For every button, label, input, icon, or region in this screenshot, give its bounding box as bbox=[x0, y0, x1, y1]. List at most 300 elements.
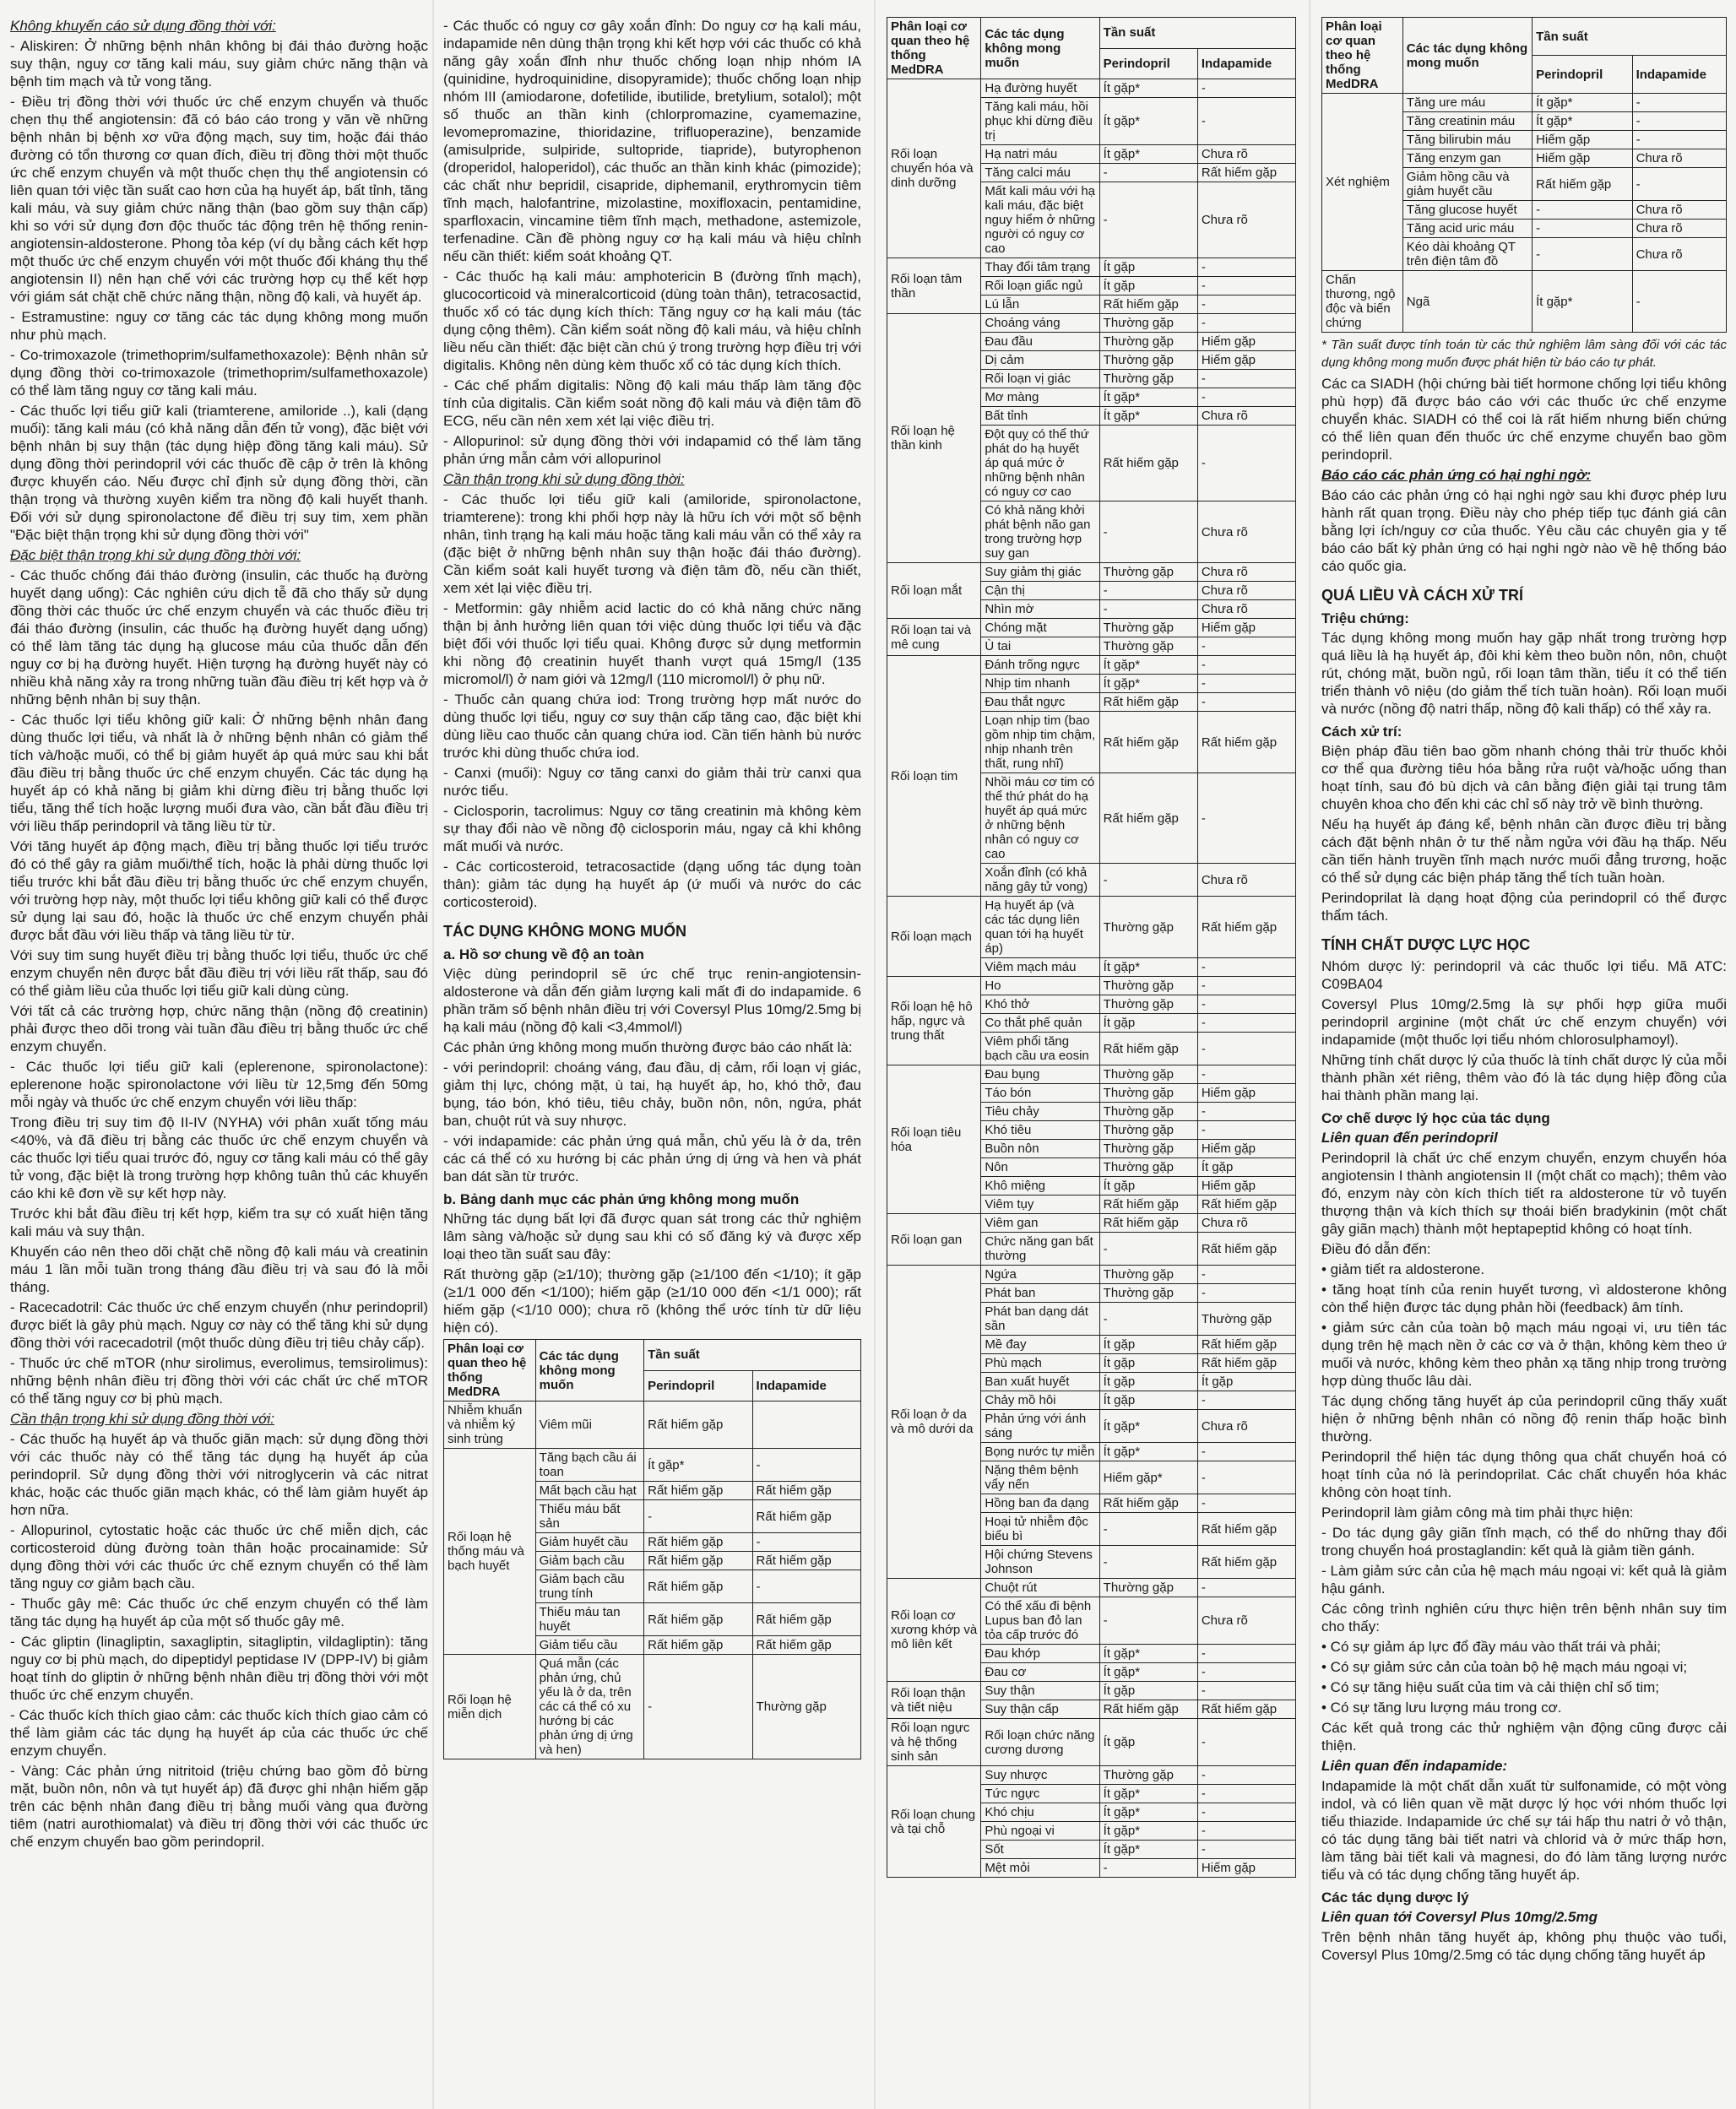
paragraph: Các ca SIADH (hội chứng bài tiết hormone chống lợi tiểu không phù hợp) đã được báo cáo với các thuốc ức chế enzyme chuyển khác. SIADH có thể coi là rất hiếm nhưng biến chứng có thể liên quan đến thuốc ức chế enzyme chuyển bao gồm perindopril. bbox=[1321, 376, 1727, 463]
table-row bbox=[444, 1401, 861, 1449]
indapamide-cell: Hiếm gặp bbox=[1197, 333, 1295, 351]
indapamide-cell: - bbox=[1197, 1822, 1295, 1841]
perindopril-cell: Thường gặp bbox=[1099, 1266, 1197, 1284]
col-header-class: Phân loại cơ quan theo hệ thống MedDRA bbox=[444, 1340, 536, 1401]
column-3 bbox=[887, 17, 1296, 2102]
indapamide-cell: - bbox=[1632, 271, 1726, 333]
indapamide-cell: Hiếm gặp bbox=[1197, 1859, 1295, 1878]
indapamide-cell: Rất hiếm gặp bbox=[1197, 1195, 1295, 1214]
perindopril-cell: - bbox=[1099, 1546, 1197, 1579]
indapamide-cell: Rất hiếm gặp bbox=[752, 1482, 860, 1500]
effect-cell: Mất bạch cầu hạt bbox=[535, 1482, 643, 1500]
effect-cell: Chuột rút bbox=[981, 1579, 1099, 1597]
paragraph: Điều đó dẫn đến: bbox=[1321, 1241, 1431, 1257]
organ-class-cell: Xét nghiệm bbox=[1322, 94, 1403, 271]
paragraph: Báo cáo các phản ứng có hại nghi ngờ sau khi được phép lưu hành rất quan trọng. Điều này cho phép tiếp tục đánh giá cân bằng lợi ích/nguy cơ của thuốc. Yêu cầu các chuyên gia y tế báo cáo bất kỳ phản ứng có hại nghi ngờ nào về hệ thống báo cáo quốc gia. bbox=[1321, 487, 1727, 574]
perindopril-cell: Ít gặp* bbox=[1099, 1803, 1197, 1822]
effect-cell: Choáng váng bbox=[981, 314, 1099, 333]
effect-cell: Phù mạch bbox=[981, 1354, 1099, 1373]
organ-class-cell: Rối loạn tâm thần bbox=[887, 258, 981, 314]
perindopril-cell: Ít gặp* bbox=[1099, 1443, 1197, 1461]
perindopril-cell: Rất hiếm gặp bbox=[644, 1570, 752, 1603]
perindopril-cell: Ít gặp* bbox=[1099, 1645, 1197, 1663]
section-title: QUÁ LIỀU VÀ CÁCH XỬ TRÍ bbox=[1321, 587, 1523, 604]
perindopril-cell: Rất hiếm gặp bbox=[644, 1533, 752, 1552]
perindopril-cell: Rất hiếm gặp bbox=[644, 1401, 752, 1449]
indapamide-cell: - bbox=[1197, 1494, 1295, 1513]
indapamide-cell: Chưa rõ bbox=[1197, 1410, 1295, 1443]
effect-cell: Suy nhược bbox=[981, 1766, 1099, 1785]
indapamide-cell: - bbox=[1197, 1014, 1295, 1033]
paragraph: Trên bệnh nhân tăng huyết áp, không phụ thuộc vào tuổi, Coversyl Plus 10mg/2.5mg có tác dụng chống tăng huyết áp bbox=[1321, 1929, 1727, 1963]
indapamide-cell: - bbox=[1197, 995, 1295, 1014]
indapamide-cell: Chưa rõ bbox=[1197, 501, 1295, 563]
effect-cell: Tăng bilirubin máu bbox=[1402, 131, 1532, 149]
indapamide-cell: Hiếm gặp bbox=[1197, 619, 1295, 637]
perindopril-cell: Ít gặp bbox=[1099, 258, 1197, 277]
perindopril-cell: Rất hiếm gặp bbox=[644, 1482, 752, 1500]
paragraph: Trước khi bắt đầu điều trị kết hợp, kiểm tra sự có xuất hiện tăng kali máu và suy thận. bbox=[10, 1206, 428, 1239]
organ-class-cell: Chấn thương, ngộ độc và biến chứng bbox=[1322, 271, 1403, 333]
table-row bbox=[887, 1682, 1296, 1700]
indapamide-cell: Chưa rõ bbox=[1197, 864, 1295, 897]
effect-cell: Hội chứng Stevens Johnson bbox=[981, 1546, 1099, 1579]
paragraph: Với suy tim sung huyết điều trị bằng thuốc lợi tiểu, thuốc ức chế enzym chuyển nên được bắt đầu điều trị với liều rất thấp, sau đó có thể giảm liều của thuốc lợi tiểu giữ kali dùng cùng. bbox=[10, 947, 428, 999]
indapamide-cell: - bbox=[1197, 1391, 1295, 1410]
section-heading: Không khuyến cáo sử dụng đồng thời với: bbox=[10, 18, 276, 34]
effect-cell: Chóng mặt bbox=[981, 619, 1099, 637]
section-heading: Đặc biệt thận trọng khi sử dụng đồng thời với: bbox=[10, 547, 301, 563]
effect-cell: Tăng acid uric máu bbox=[1402, 220, 1532, 238]
paragraph: - Racecadotril: Các thuốc ức chế enzym chuyển (như perindopril) được biết là gây phù mạch. Nguy cơ này có thể tăng khi sử dụng đồng thời với racecadotril (một thuốc dùng điều trị tiêu chảy cấp). bbox=[10, 1299, 428, 1351]
paragraph: - Allopurinol: sử dụng đồng thời với indapamid có thể làm tăng phản ứng mẫn cảm với allopurinol bbox=[443, 433, 861, 467]
effect-cell: Táo bón bbox=[981, 1084, 1099, 1103]
effect-cell: Khó thở bbox=[981, 995, 1099, 1014]
perindopril-cell: Rất hiếm gặp bbox=[644, 1552, 752, 1570]
perindopril-cell: - bbox=[644, 1655, 752, 1759]
perindopril-cell: Rất hiếm gặp bbox=[1099, 773, 1197, 864]
table-row bbox=[887, 1214, 1296, 1233]
indapamide-cell: Thường gặp bbox=[1197, 1303, 1295, 1336]
subsection-title: Liên quan đến indapamide: bbox=[1321, 1758, 1508, 1774]
effect-cell: Phát ban dạng dát sần bbox=[981, 1303, 1099, 1336]
perindopril-cell: Ít gặp* bbox=[1099, 1841, 1197, 1859]
table-row bbox=[887, 79, 1296, 98]
effect-cell: Ngứa bbox=[981, 1266, 1099, 1284]
effect-cell: Giảm huyết cầu bbox=[535, 1533, 643, 1552]
indapamide-cell: - bbox=[1197, 1443, 1295, 1461]
effect-cell: Rối loạn vị giác bbox=[981, 370, 1099, 388]
indapamide-cell: - bbox=[1197, 656, 1295, 675]
effect-cell: Chảy mồ hôi bbox=[981, 1391, 1099, 1410]
effect-cell: Sốt bbox=[981, 1841, 1099, 1859]
indapamide-cell: Rất hiếm gặp bbox=[1197, 1513, 1295, 1546]
organ-class-cell: Rối loạn gan bbox=[887, 1214, 981, 1266]
indapamide-cell: Rất hiếm gặp bbox=[752, 1552, 860, 1570]
perindopril-cell: Rất hiếm gặp bbox=[1099, 1700, 1197, 1719]
indapamide-cell: - bbox=[1197, 388, 1295, 407]
subsection-title: Các tác dụng dược lý bbox=[1321, 1889, 1469, 1906]
perindopril-cell: Thường gặp bbox=[1099, 1579, 1197, 1597]
indapamide-cell: - bbox=[1197, 1033, 1295, 1065]
table-body bbox=[887, 79, 1296, 1878]
indapamide-cell: - bbox=[1632, 168, 1726, 201]
effect-cell: Mất kali máu với hạ kali máu, đặc biệt nguy hiểm ở những người có nguy cơ cao bbox=[981, 182, 1099, 258]
indapamide-cell bbox=[752, 1401, 860, 1449]
indapamide-cell: Chưa rõ bbox=[1197, 563, 1295, 582]
paragraph: Với tăng huyết áp động mạch, điều trị bằng thuốc lợi tiểu trước đó có thể gây ra giảm muối/thể tích, hoặc là phải dừng thuốc lợi tiểu trước khi bắt đầu điều trị bằng thuốc ức chế enzym chuyển, với trường hợp này, một thuốc lợi tiểu không giữ kali có thể được sử dụng lại sau đó, hoặc là thuốc ức chế enzym chuyển phải được bắt đầu với liều thấp và tăng liều từ từ. bbox=[10, 838, 428, 943]
indapamide-cell: - bbox=[1197, 773, 1295, 864]
perindopril-cell: Thường gặp bbox=[1099, 977, 1197, 995]
perindopril-cell: Thường gặp bbox=[1099, 563, 1197, 582]
perindopril-cell: - bbox=[1099, 1597, 1197, 1645]
paragraph: - Các chế phẩm digitalis: Nồng độ kali máu thấp làm tăng độc tính của digitalis. Cần kiểm soát nồng độ kali máu và điện tâm đồ ECG, nếu cần nên xem xét lại việc điều trị. bbox=[443, 377, 861, 429]
paragraph: Tác dụng chống tăng huyết áp của perindopril cũng thấy xuất hiện ở những bệnh nhân có nồng độ renin thấp hoặc bình thường. bbox=[1321, 1393, 1727, 1445]
perindopril-cell: Ít gặp* bbox=[1099, 98, 1197, 145]
organ-class-cell: Rối loạn mắt bbox=[887, 563, 981, 619]
effect-cell: Suy thận bbox=[981, 1682, 1099, 1700]
indapamide-cell: - bbox=[1197, 98, 1295, 145]
perindopril-cell: Ít gặp* bbox=[1099, 1785, 1197, 1803]
paragraph: - Metformin: gây nhiễm acid lactic do có khả năng chức năng thận bị ảnh hưởng liên quan tới việc dùng thuốc lợi tiểu và đặc biệt đối với thuốc lợi tiểu quai. Không được sử dụng metformin khi nồng độ creatinin huyết thanh vượt quá 15mg/l (135 micromol/l) ở nam giới và 12mg/l (110 micromol/l) ở phụ nữ. bbox=[443, 600, 861, 687]
effect-cell: Mề đay bbox=[981, 1336, 1099, 1354]
subsection-title: Cơ chế dược lý học của tác dụng bbox=[1321, 1110, 1550, 1126]
paragraph: Trong điều trị suy tim độ II-IV (NYHA) với phân xuất tống máu <40%, và đã điều trị bằng các thuốc ức chế enzym chuyển và các thuốc lợi tiểu quai trước đó, nguy cơ tăng kali máu có thể gây tử vong, đặc biệt là trong trường hợp không tuân thủ các khuyến cáo khi kê đơn về sự kết hợp này. bbox=[10, 1114, 428, 1201]
paragraph: Tác dụng không mong muốn hay gặp nhất trong trường hợp quá liều là hạ huyết áp, đôi khi kèm theo buồn nôn, nôn, chuột rút, chóng mặt, buồn ngủ, rối loạn tâm thần, tiểu ít có thể tiến triển thành vô niệu (do giảm thể tích tuần hoàn). Rối loạn muối và nước (nồng độ natri thấp, nồng độ kali thấp) có thể xảy ra. bbox=[1321, 630, 1727, 717]
effect-cell: Co thắt phế quản bbox=[981, 1014, 1099, 1033]
perindopril-cell: Ít gặp* bbox=[1099, 656, 1197, 675]
paragraph: Perindopril là chất ức chế enzym chuyển, enzym chuyển hóa angiotensin I thành angiotensin II (một chất co mạch); thêm vào đó, enzym này còn kích thích tiết ra aldosterone từ vỏ tuyến thượng thận và kích thích sự thoái biến bradykinin (một chất gây giãn mạch) thành một heptapeptid không có hoạt tính. bbox=[1321, 1150, 1727, 1237]
effect-cell: Đau thắt ngực bbox=[981, 693, 1099, 712]
effect-cell: Nhìn mờ bbox=[981, 600, 1099, 619]
indapamide-cell: - bbox=[1197, 295, 1295, 314]
perindopril-cell: Ít gặp* bbox=[1099, 79, 1197, 98]
perindopril-cell: Rất hiếm gặp bbox=[1099, 1494, 1197, 1513]
indapamide-cell: Chưa rõ bbox=[1197, 145, 1295, 164]
perindopril-cell: Thường gặp bbox=[1099, 314, 1197, 333]
column-1 bbox=[10, 17, 428, 2102]
perindopril-cell: Thường gặp bbox=[1099, 995, 1197, 1014]
paragraph: - Các thuốc hạ huyết áp và thuốc giãn mạch: sử dụng đồng thời với các thuốc này có thể tăng tác dụng hạ huyết áp của perindopril. Sử dụng đồng thời với nitroglycerin và các nitrat khác, hoặc các thuốc giãn mạch khác, có thể làm giảm huyết áp hơn nữa. bbox=[10, 1431, 428, 1518]
paragraph: Những tính chất dược lý của thuốc là tính chất dược lý của mỗi thành phần xét riêng, thêm vào đó là tác dụng hiệp đồng của hai thành phần mang lại. bbox=[1321, 1052, 1727, 1103]
effect-cell: Bọng nước tự miễn bbox=[981, 1443, 1099, 1461]
paragraph: - Các corticosteroid, tetracosactide (dạng uống tác dụng toàn thân): giảm tác dụng hạ huyết áp (ứ muối và nước do các corticosteroid). bbox=[443, 859, 861, 910]
effect-cell: Cận thị bbox=[981, 582, 1099, 600]
table-row bbox=[444, 1449, 861, 1482]
perindopril-cell: - bbox=[1099, 1303, 1197, 1336]
adverse-effects-table bbox=[887, 17, 1296, 1878]
list-item: • Có sự tăng lưu lượng máu trong cơ. bbox=[1321, 1700, 1562, 1716]
indapamide-cell: - bbox=[1197, 1121, 1295, 1140]
perindopril-cell: Thường gặp bbox=[1099, 619, 1197, 637]
effect-cell: Suy giảm thị giác bbox=[981, 563, 1099, 582]
table-row bbox=[887, 897, 1296, 958]
paragraph: - với perindopril: choáng váng, đau đầu, dị cảm, rối loạn vị giác, giảm thị lực, chóng mặt, ù tai, hạ huyết áp, ho, khó thở, đau bụng, táo bón, khó tiêu, tiêu chảy, buồn nôn, nôn, ngứa, phát ban, chuột rút và suy nhược. bbox=[443, 1060, 861, 1129]
organ-class-cell: Rối loạn cơ xương khớp và mô liên kết bbox=[887, 1579, 981, 1682]
indapamide-cell: Chưa rõ bbox=[1632, 201, 1726, 220]
indapamide-cell: Rất hiếm gặp bbox=[1197, 1336, 1295, 1354]
paragraph: - Aliskiren: Ở những bệnh nhân không bị đái tháo đường hoặc suy thận, nguy cơ tăng kali máu, suy giảm chức năng thận và bệnh tim mạch và tử vong tăng. bbox=[10, 38, 428, 89]
indapamide-cell: - bbox=[1197, 314, 1295, 333]
table-row bbox=[887, 314, 1296, 333]
effect-cell: Tăng glucose huyết bbox=[1402, 201, 1532, 220]
effect-cell: Có thể xấu đi bệnh Lupus ban đỏ lan tỏa cấp trước đó bbox=[981, 1597, 1099, 1645]
indapamide-cell: - bbox=[1197, 370, 1295, 388]
indapamide-cell: - bbox=[1197, 1766, 1295, 1785]
indapamide-cell: - bbox=[1197, 1663, 1295, 1682]
fold-line bbox=[432, 0, 434, 2109]
organ-class-cell: Rối loạn tiêu hóa bbox=[887, 1065, 981, 1214]
indapamide-cell: - bbox=[1197, 1284, 1295, 1303]
indapamide-cell: - bbox=[1632, 94, 1726, 112]
effect-cell: Hoại tử nhiễm độc biểu bì bbox=[981, 1513, 1099, 1546]
indapamide-cell: Rất hiếm gặp bbox=[1197, 1700, 1295, 1719]
paragraph: Indapamide là một chất dẫn xuất từ sulfonamide, có một vòng indol, và có liên quan về mặt dược lý học với nhóm thuốc lợi tiểu thiazide. Indapamide ức chế sự tái hấp thu natri ở vỏ thận, có tác dụng tăng bài tiết natri và chlorid và ở mức thấp hơn, làm tăng bài tiết kali và magnesi, do đó làm tăng lượng nước tiểu và có tác dụng chống tăng huyết áp. bbox=[1321, 1778, 1727, 1883]
section-heading: Cần thận trọng khi sử dụng đồng thời với: bbox=[10, 1411, 274, 1427]
effect-cell: Đau khớp bbox=[981, 1645, 1099, 1663]
effect-cell: Đột quỵ có thể thứ phát do hạ huyết áp quá mức ở những bệnh nhân có nguy cơ cao bbox=[981, 426, 1099, 501]
indapamide-cell: Chưa rõ bbox=[1197, 407, 1295, 426]
effect-cell: Nhồi máu cơ tim có thể thứ phát do hạ huyết áp quá mức ở những bệnh nhân có nguy cơ cao bbox=[981, 773, 1099, 864]
perindopril-cell: Hiếm gặp bbox=[1533, 131, 1633, 149]
indapamide-cell: Chưa rõ bbox=[1632, 238, 1726, 271]
effect-cell: Loạn nhịp tim (bao gồm nhịp tim chậm, nhịp nhanh trên thất, rung nhĩ) bbox=[981, 712, 1099, 773]
perindopril-cell: Rất hiếm gặp bbox=[644, 1636, 752, 1655]
indapamide-cell: - bbox=[1197, 958, 1295, 977]
paragraph: Biện pháp đầu tiên bao gồm nhanh chóng thải trừ thuốc khỏi cơ thể qua đường tiêu hóa bằng rửa ruột và/hoặc uống than hoạt tính, sau đó bù dịch và cân bằng điện giải tại trung tâm chuyên khoa cho đến khi các chỉ số này trở về bình thường. bbox=[1321, 743, 1727, 812]
paragraph: Các phản ứng không mong muốn thường được báo cáo nhất là: bbox=[443, 1039, 853, 1055]
indapamide-cell: Hiếm gặp bbox=[1197, 1140, 1295, 1158]
indapamide-cell: Rất hiếm gặp bbox=[752, 1500, 860, 1533]
perindopril-cell: Rất hiếm gặp bbox=[1099, 712, 1197, 773]
indapamide-cell: - bbox=[752, 1570, 860, 1603]
indapamide-cell: - bbox=[1197, 79, 1295, 98]
paragraph: - Canxi (muối): Nguy cơ tăng canxi do giảm thải trừ canxi qua nước tiểu. bbox=[443, 765, 861, 799]
indapamide-cell: Chưa rõ bbox=[1197, 582, 1295, 600]
column-4 bbox=[1321, 17, 1727, 2102]
perindopril-cell: Ít gặp* bbox=[1099, 1822, 1197, 1841]
effect-cell: Khô miệng bbox=[981, 1177, 1099, 1195]
perindopril-cell: Thường gặp bbox=[1099, 1140, 1197, 1158]
table-row bbox=[887, 656, 1296, 675]
organ-class-cell: Rối loạn hệ thần kinh bbox=[887, 314, 981, 563]
table-row bbox=[887, 619, 1296, 637]
perindopril-cell: Thường gặp bbox=[1099, 1121, 1197, 1140]
perindopril-cell: Ít gặp* bbox=[1099, 145, 1197, 164]
organ-class-cell: Rối loạn mạch bbox=[887, 897, 981, 977]
indapamide-cell: Hiếm gặp bbox=[1197, 1084, 1295, 1103]
fold-line bbox=[874, 0, 876, 2109]
indapamide-cell: - bbox=[1197, 426, 1295, 501]
col-header-indapamide: Indapamide bbox=[1632, 56, 1726, 94]
organ-class-cell: Nhiễm khuẩn và nhiễm ký sinh trùng bbox=[444, 1401, 536, 1449]
indapamide-cell: Thường gặp bbox=[752, 1655, 860, 1759]
organ-class-cell: Rối loạn ngực và hệ thống sinh sản bbox=[887, 1719, 981, 1766]
paragraph: Với tất cả các trường hợp, chức năng thận (nồng độ creatinin) phải được theo dõi trong vài tuần đầu điều trị bằng thuốc ức chế enzym chuyển. bbox=[10, 1003, 428, 1054]
effect-cell: Nặng thêm bệnh vẩy nến bbox=[981, 1461, 1099, 1494]
effect-cell: Đau bụng bbox=[981, 1065, 1099, 1084]
indapamide-cell: - bbox=[1197, 1461, 1295, 1494]
table-row bbox=[1322, 271, 1727, 333]
indapamide-cell: - bbox=[752, 1449, 860, 1482]
paragraph: - Co-trimoxazole (trimethoprim/sulfamethoxazole): Bệnh nhân sử dụng đồng thời co-trimoxazole (trimethoprim/sulfamethoxazole) có thể làm tăng nguy cơ tăng kali máu. bbox=[10, 347, 428, 398]
perindopril-cell: Thường gặp bbox=[1099, 1284, 1197, 1303]
perindopril-cell: Hiếm gặp bbox=[1533, 149, 1633, 168]
section-title: TÍNH CHẤT DƯỢC LỰC HỌC bbox=[1321, 936, 1531, 953]
effect-cell: Tăng creatinin máu bbox=[1402, 112, 1532, 131]
indapamide-cell: Chưa rõ bbox=[1197, 600, 1295, 619]
effect-cell: Giảm hồng cầu và giảm huyết cầu bbox=[1402, 168, 1532, 201]
effect-cell: Viêm tụy bbox=[981, 1195, 1099, 1214]
indapamide-cell: Rất hiếm gặp bbox=[752, 1603, 860, 1636]
paragraph: - Thuốc gây mê: Các thuốc ức chế enzym chuyển có thể làm tăng tác dụng hạ huyết áp của một số thuốc gây mê. bbox=[10, 1596, 428, 1629]
effect-cell: Kéo dài khoảng QT trên điện tâm đồ bbox=[1402, 238, 1532, 271]
paragraph: - Allopurinol, cytostatic hoặc các thuốc ức chế miễn dịch, các corticosteroid dùng đường toàn thân hoặc procainamide: Sử dụng đồng thời với các thuốc ức chế eznym chuyển có thể làm tăng nguy cơ giảm bạch cầu. bbox=[10, 1522, 428, 1591]
organ-class-cell: Rối loạn thận và tiết niệu bbox=[887, 1682, 981, 1719]
indapamide-cell: Ít gặp bbox=[1197, 1373, 1295, 1391]
perindopril-cell: Ít gặp bbox=[1099, 1719, 1197, 1766]
indapamide-cell: - bbox=[1197, 277, 1295, 295]
effect-cell: Chức năng gan bất thường bbox=[981, 1233, 1099, 1266]
perindopril-cell: - bbox=[644, 1500, 752, 1533]
effect-cell: Ho bbox=[981, 977, 1099, 995]
perindopril-cell: Ít gặp* bbox=[1099, 388, 1197, 407]
paragraph: - Điều trị đồng thời với thuốc ức chế enzym chuyển và thuốc chẹn thụ thể angiotensin: đã có báo cáo trong y văn về những bệnh nhân bị bệnh xơ vữa động mạch, suy tim, hoặc đái tháo đường có tổn thương cơ quan đích, điều trị đồng thời một thuốc ức chế enzym chuyển và một thuốc chẹn thụ thể angiotensin có liên quan tới việc tần suất cao hơn của hạ huyết áp, bất tỉnh, tăng kali máu, và suy giảm chức năng thận (bao gồm suy thận cấp) khi so với sử dụng đơn độc thuốc tác động trên hệ thống renin-angiotensin-aldosterone. Phong tỏa kép (ví dụ bằng cách kết hợp một thuốc ức chế enzym chuyển với một thuốc đối kháng thụ thể angiotensin II) nên hạn chế với các trường hợp cụ thể kết hợp với giám sát chặt chẽ chức năng thận, nồng độ kali, và huyết áp. bbox=[10, 94, 428, 305]
indapamide-cell: - bbox=[752, 1533, 860, 1552]
effect-cell: Hạ đường huyết bbox=[981, 79, 1099, 98]
list-item: • Có sự giảm áp lực đổ đầy máu vào thất trái và phải; bbox=[1321, 1639, 1661, 1655]
effect-cell: Hạ natri máu bbox=[981, 145, 1099, 164]
effect-cell: Tăng bạch cầu ái toan bbox=[535, 1449, 643, 1482]
indapamide-cell: Rất hiếm gặp bbox=[1197, 712, 1295, 773]
indapamide-cell: - bbox=[1197, 693, 1295, 712]
paragraph: Các công trình nghiên cứu thực hiện trên bệnh nhân suy tim cho thấy: bbox=[1321, 1601, 1727, 1635]
indapamide-cell: - bbox=[1197, 1803, 1295, 1822]
paragraph: - Các thuốc kích thích giao cảm: các thuốc kích thích giao cảm có thể làm giảm các tác dụng hạ huyết áp của các thuốc ức chế enzym chuyển. bbox=[10, 1707, 428, 1759]
paragraph: - Các thuốc lợi tiểu giữ kali (triamterene, amiloride ..), kali (dạng muối): tăng kali máu (có khả năng dẫn đến tử vong), đặc biệt với bệnh nhân bị suy thận (tác dụng hiệp đồng tăng kali máu). Sử dụng đồng thời perindopril với các thuốc đề cập ở trên là không được khuyến cáo. Nếu được chỉ định sử dụng đồng thời, cần thận trọng và thường xuyên kiểm tra nồng độ kali huyết thanh. Đối với sử dụng spironolactone để điều trị suy tim, xem phần "Đặc biệt thận trọng khi sử dụng đồng thời với" bbox=[10, 403, 428, 543]
perindopril-cell: Rất hiếm gặp bbox=[1099, 295, 1197, 314]
indapamide-cell: Rất hiếm gặp bbox=[1197, 1354, 1295, 1373]
paragraph: - Thuốc ức chế mTOR (như sirolimus, everolimus, temsirolimus): những bệnh nhân điều trị đồng thời với các chất ức chế mTOR có thể tăng nguy cơ bị phù mạch. bbox=[10, 1355, 428, 1407]
effect-cell: Rối loạn chức năng cương dương bbox=[981, 1719, 1099, 1766]
effect-cell: Ù tai bbox=[981, 637, 1099, 656]
organ-class-cell: Rối loạn tim bbox=[887, 656, 981, 897]
paragraph: Nếu hạ huyết áp đáng kể, bệnh nhân cần được điều trị bằng cách đặt bệnh nhân ở tư thế nằm ngửa với đầu hạ thấp. Nếu cần tiến hành truyền tĩnh mạch nước muối đẳng trương, hoặc có thể sử dụng các biện pháp tăng thể tích tuần hoàn. bbox=[1321, 816, 1727, 886]
indapamide-cell: - bbox=[1197, 1682, 1295, 1700]
perindopril-cell: Ít gặp bbox=[1099, 1177, 1197, 1195]
effect-cell: Dị cảm bbox=[981, 351, 1099, 370]
perindopril-cell: Ít gặp bbox=[1099, 1014, 1197, 1033]
table-row bbox=[444, 1655, 861, 1759]
effect-cell: Viêm mũi bbox=[535, 1401, 643, 1449]
effect-cell: Tăng ure máu bbox=[1402, 94, 1532, 112]
paragraph: Khuyến cáo nên theo dõi chặt chẽ nồng độ kali máu và creatinin máu 1 lần mỗi tuần trong tháng đầu điều trị và sau đó là mỗi tháng. bbox=[10, 1244, 428, 1295]
table-body bbox=[444, 1401, 861, 1759]
col-header-class: Phân loại cơ quan theo hệ thống MedDRA bbox=[1322, 18, 1403, 94]
paragraph: - Các thuốc lợi tiểu không giữ kali: Ở những bệnh nhân đang dùng thuốc lợi tiểu, và nhất là ở những bệnh nhân có giảm thể tích và/hoặc muối, có thể bị giảm huyết áp quá mức sau khi bắt đầu điều trị bằng thuốc ức chế enzym chuyển. Các tác dụng hạ huyết áp có khả năng bị giảm khi dừng điều trị bằng thuốc lợi tiểu, tăng thể tích hoặc lượng muối đưa vào, cần bắt đầu điều trị với liều thấp perindopril và tăng liều từ từ. bbox=[10, 712, 428, 834]
effect-cell: Thiếu máu bất sản bbox=[535, 1500, 643, 1533]
perindopril-cell: Thường gặp bbox=[1099, 1103, 1197, 1121]
col-header-frequency: Tần suất bbox=[1099, 18, 1295, 49]
effect-cell: Ban xuất huyết bbox=[981, 1373, 1099, 1391]
paragraph: - Estramustine: nguy cơ tăng các tác dụng không mong muốn như phù mạch. bbox=[10, 309, 428, 343]
perindopril-cell: - bbox=[1533, 220, 1633, 238]
indapamide-cell: - bbox=[1197, 1785, 1295, 1803]
paragraph: • giảm sức cản của toàn bộ mạch máu ngoại vi, ưu tiên tác dụng trên hệ mạch nền ở các cơ và ở thận, không kèm theo ứ muối và nước, không kèm theo phản xạ tăng nhịp trong trường hợp dùng thuốc lâu dài. bbox=[1321, 1320, 1727, 1389]
perindopril-cell: Rất hiếm gặp bbox=[1099, 1195, 1197, 1214]
indapamide-cell: Hiếm gặp bbox=[1197, 1177, 1295, 1195]
subsection-title: Liên quan tới Coversyl Plus 10mg/2.5mg bbox=[1321, 1909, 1598, 1925]
paragraph: - Do tác dụng gây giãn tĩnh mạch, có thể do những thay đổi trong chuyển hoá prostaglandin: kết quả là giảm tiền gánh. bbox=[1321, 1525, 1727, 1559]
effect-cell: Giảm tiểu cầu bbox=[535, 1636, 643, 1655]
paragraph: - với indapamide: các phản ứng quá mẫn, chủ yếu là ở da, trên các cá thể có xu hướng bị các phản ứng dị ứng và hen và phát ban dát sần từ trước. bbox=[443, 1133, 861, 1185]
effect-cell: Quá mẫn (các phản ứng, chủ yếu là ở da, trên các cá thể có xu hướng bị các phản ứng dị ứng và hen) bbox=[535, 1655, 643, 1759]
effect-cell: Viêm mạch máu bbox=[981, 958, 1099, 977]
organ-class-cell: Rối loạn hệ hô hấp, ngực và trung thất bbox=[887, 977, 981, 1065]
paragraph: - Các gliptin (linagliptin, saxagliptin, sitagliptin, vildagliptin): tăng nguy cơ bị phù mạch, do dipeptidyl peptidase IV (DPP-IV) bị giảm hoạt tính do gliptin ở những bệnh nhân điều trị đồng thời với một thuốc ức chế enzym chuyển. bbox=[10, 1634, 428, 1703]
indapamide-cell: - bbox=[1632, 131, 1726, 149]
indapamide-cell: Chưa rõ bbox=[1632, 149, 1726, 168]
perindopril-cell: Thường gặp bbox=[1099, 1065, 1197, 1084]
effect-cell: Suy thận cấp bbox=[981, 1700, 1099, 1719]
table-row bbox=[887, 258, 1296, 277]
perindopril-cell: Hiếm gặp* bbox=[1099, 1461, 1197, 1494]
effect-cell: Hạ huyết áp (và các tác dụng liên quan tới hạ huyết áp) bbox=[981, 897, 1099, 958]
paragraph: - Các thuốc lợi tiểu giữ kali (amiloride, spironolactone, triamterene): trong khi phối hợp này là hữu ích với một số bệnh nhân, tình trạng hạ kali máu hoặc tăng kali máu vẫn có thể xảy ra (đặc biệt ở những bệnh nhân suy thận hoặc đái tháo đường). Cần kiểm soát kali huyết tương và điện tâm đồ, nếu cần thiết, xem xét lại việc điều trị. bbox=[443, 491, 861, 596]
effect-cell: Tăng kali máu, hồi phục khi dừng điều trị bbox=[981, 98, 1099, 145]
indapamide-cell: Rất hiếm gặp bbox=[1197, 897, 1295, 958]
perindopril-cell: Ít gặp bbox=[1099, 1354, 1197, 1373]
table-row bbox=[887, 1719, 1296, 1766]
indapamide-cell: - bbox=[1197, 1645, 1295, 1663]
paragraph: - Ciclosporin, tacrolimus: Nguy cơ tăng creatinin mà không kèm sự thay đổi nào về nồng độ ciclosporin máu, ngay cả khi không mất muối và nước. bbox=[443, 803, 861, 854]
effect-cell: Xoắn đỉnh (có khả năng gây tử vong) bbox=[981, 864, 1099, 897]
indapamide-cell: Chưa rõ bbox=[1197, 1214, 1295, 1233]
indapamide-cell: - bbox=[1197, 1841, 1295, 1859]
effect-cell: Mệt mỏi bbox=[981, 1859, 1099, 1878]
perindopril-cell: Rất hiếm gặp bbox=[1099, 1033, 1197, 1065]
perindopril-cell: Rất hiếm gặp bbox=[1099, 426, 1197, 501]
perindopril-cell: - bbox=[1533, 238, 1633, 271]
organ-class-cell: Rối loạn hệ miễn dịch bbox=[444, 1655, 536, 1759]
effect-cell: Giảm bạch cầu bbox=[535, 1552, 643, 1570]
perindopril-cell: - bbox=[1533, 201, 1633, 220]
organ-class-cell: Rối loạn chuyển hóa và dinh dưỡng bbox=[887, 79, 981, 258]
organ-class-cell: Rối loạn hệ thống máu và bạch huyết bbox=[444, 1449, 536, 1655]
effect-cell: Đánh trống ngực bbox=[981, 656, 1099, 675]
perindopril-cell: Ít gặp bbox=[1099, 1682, 1197, 1700]
indapamide-cell: - bbox=[1197, 1579, 1295, 1597]
effect-cell: Nhịp tim nhanh bbox=[981, 675, 1099, 693]
subsection-title: b. Bảng danh mục các phản ứng không mong muốn bbox=[443, 1191, 800, 1207]
section-heading: Báo cáo các phản ứng có hại nghi ngờ: bbox=[1321, 467, 1592, 483]
indapamide-cell: Rất hiếm gặp bbox=[1197, 1546, 1295, 1579]
indapamide-cell: Chưa rõ bbox=[1197, 1597, 1295, 1645]
paragraph: Nhóm dược lý: perindopril và các thuốc lợi tiểu. Mã ATC: C09BA04 bbox=[1321, 958, 1727, 992]
col-header-indapamide: Indapamide bbox=[752, 1370, 860, 1401]
adverse-effects-table bbox=[443, 1339, 861, 1759]
paragraph: Những tác dụng bất lợi đã được quan sát trong các thử nghiệm lâm sàng và/hoặc sử dụng sau khi có số đăng ký và được xếp loại theo tần suất sau đây: bbox=[443, 1211, 861, 1262]
table-row bbox=[887, 563, 1296, 582]
indapamide-cell: Chưa rõ bbox=[1632, 220, 1726, 238]
indapamide-cell: Chưa rõ bbox=[1197, 182, 1295, 258]
perindopril-cell: Ít gặp bbox=[1099, 1336, 1197, 1354]
col-header-perindopril: Perindopril bbox=[1099, 48, 1197, 79]
effect-cell: Đau đầu bbox=[981, 333, 1099, 351]
paragraph: - Vàng: Các phản ứng nitritoid (triệu chứng bao gồm đỏ bừng mặt, buồn nôn, nôn và tụt huyết áp) đã được ghi nhận hiếm gặp trên các bệnh nhân đang điều trị bằng muối vàng qua đường tiêm (natri aurothiomalat) và điều trị đồng thời với các thuốc ức chế enzym chuyển bao gồm perindopril. bbox=[10, 1763, 428, 1850]
perindopril-cell: - bbox=[1099, 1513, 1197, 1546]
paragraph: • tăng hoạt tính của renin huyết tương, vì aldosterone không còn thể hiện được tác dụng phản hồi (feedback) âm tính. bbox=[1321, 1282, 1727, 1315]
